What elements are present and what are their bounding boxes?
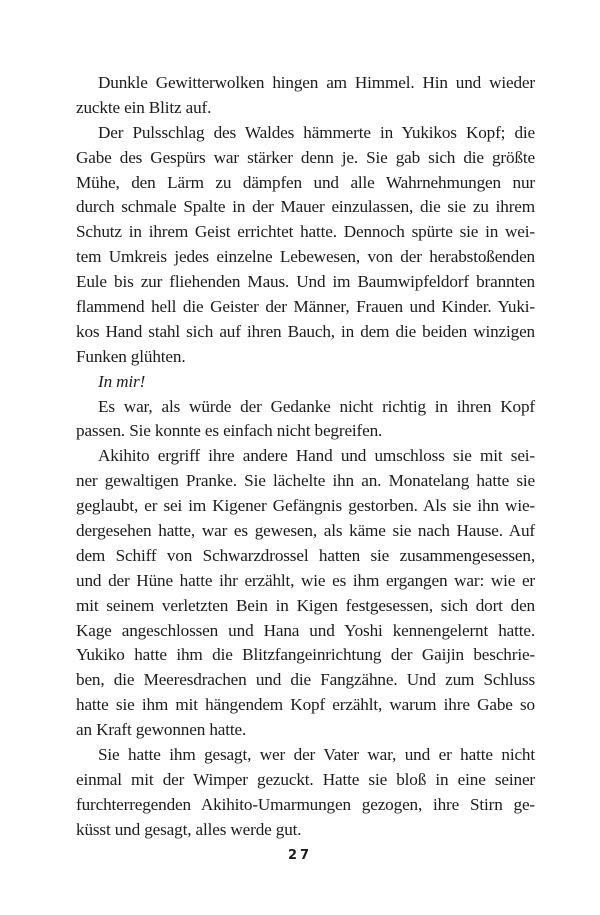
text-line: ner gewaltigen Pranke. Sie lächelte ihn an. Monatelang hatte sie [76, 471, 535, 491]
text-line: Akihito ergriff ihre andere Hand und umschloss sie mit sei- [98, 446, 535, 466]
paragraph [76, 743, 535, 843]
text-line: Sie hatte ihm gesagt, wer der Vater war, und er hatte nicht [98, 745, 535, 765]
text-line: zuckte ein Blitz auf. [76, 97, 212, 117]
text-line: und der Hüne hatte ihr erzählt, wie es ihm ergangen war: wie er [76, 570, 535, 590]
text-line: hatte sie ihm mit hängendem Kopf erzählt, warum ihre Gabe so [76, 695, 535, 715]
paragraph [76, 395, 535, 445]
paragraph [76, 370, 535, 395]
text-line: furchterregenden Akihito-Umarmungen gezogen, ihre Stirn ge- [76, 794, 535, 814]
text-line: dem Schiff von Schwarzdrossel hatten sie zusammengesessen, [76, 545, 535, 565]
book-page-text [76, 71, 535, 843]
page-number: 27 [287, 848, 313, 863]
text-line: Der Pulsschlag des Waldes hämmerte in Yukikos Kopf; die [98, 122, 535, 142]
text-line: flammend hell die Geister der Männer, Frauen und Kinder. Yuki- [76, 297, 535, 317]
text-line: Eule bis zur fliehenden Maus. Und im Baumwipfeldorf brannten [76, 272, 535, 292]
text-line: Yukiko hatte ihm die Blitzfangeinrichtung der Gaijin beschrie- [76, 645, 535, 665]
text-line: an Kraft gewonnen hatte. [76, 720, 247, 740]
text-line: ben, die Meeresdrachen und die Fangzähne. Und zum Schluss [76, 670, 535, 690]
text-line: Funken glühten. [76, 346, 186, 366]
text-line: Mühe, den Lärm zu dämpfen und alle Wahrnehmungen nur [76, 172, 535, 192]
paragraph [76, 444, 535, 743]
text-line: einmal mit der Wimper gezuckt. Hatte sie bloß in eine seiner [76, 769, 535, 789]
text-line: tem Umkreis jedes einzelne Lebewesen, von der herabstoßenden [76, 247, 535, 267]
text-line: Dunkle Gewitterwolken hingen am Himmel. Hin und wieder [98, 73, 535, 92]
text-line: Es war, als würde der Gedanke nicht richtig in ihren Kopf [98, 396, 535, 416]
text-line: In mir! [98, 371, 146, 391]
text-line: küsst und gesagt, alles werde gut. [76, 819, 302, 839]
text-line: Schutz in ihrem Geist errichtet hatte. Dennoch spürte sie in wei- [76, 222, 535, 242]
text-line: kos Hand stahl sich auf ihren Bauch, in dem die beiden winzigen [76, 321, 535, 341]
text-line: geglaubt, er sei im Kigener Gefängnis gestorben. Als sie ihn wie- [76, 496, 535, 516]
text-line: dergesehen hatte, war es gewesen, als käme sie nach Hause. Auf [76, 521, 535, 541]
text-line: mit seinem verletzten Bein in Kigen festgesessen, sich dort den [76, 595, 535, 615]
paragraph [76, 71, 535, 121]
paragraph [76, 121, 535, 370]
text-line: Kage angeschlossen und Hana und Yoshi kennengelernt hatte. [76, 620, 535, 640]
text-line: durch schmale Spalte in der Mauer einzulassen, die sie zu ihrem [76, 197, 535, 217]
text-line: Gabe des Gespürs war stärker denn je. Sie gab sich die größte [76, 147, 535, 167]
text-line: passen. Sie konnte es einfach nicht begreifen. [76, 421, 383, 441]
